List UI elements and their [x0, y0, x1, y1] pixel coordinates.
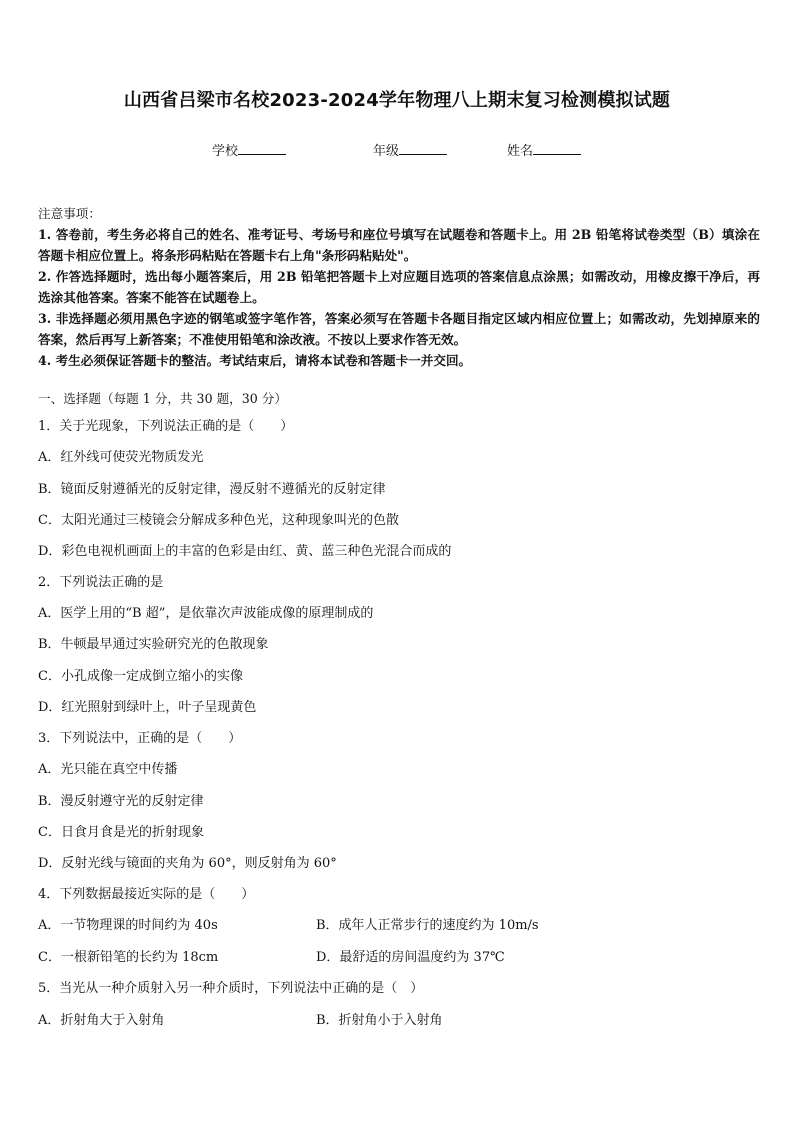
page-title: 山西省吕梁市名校2023-2024学年物理八上期末复习检测模拟试题 — [123, 90, 671, 111]
question-option: B．折射角小于入射角 — [316, 1013, 443, 1028]
question-option: A．医学上用的“B 超”，是依靠次声波能成像的原理制成的 — [38, 606, 374, 621]
question-stem: 5．当光从一种介质射入另一种介质时，下列说法中正确的是（ ） — [38, 981, 424, 996]
question-option: B．牛顿最早通过实验研究光的色散现象 — [38, 637, 269, 652]
question-option: C．太阳光通过三棱镜会分解成多种色光，这种现象叫光的色散 — [38, 513, 399, 528]
note-item: 3. 非选择题必须用黑色字迹的钢笔或签字笔作答，答案必须写在答题卡各题目指定区域内相应位置上；如需改动，先划掉原来的答案，然后再写上新答案；不准使用铅笔和涂改液。不按以上要求作答无效。 — [38, 311, 760, 347]
question-stem: 2．下列说法正确的是 — [38, 575, 164, 590]
question-stem: 1．关于光现象，下列说法正确的是（ ） — [38, 419, 294, 434]
grade-label: 年级 — [373, 144, 400, 159]
notes-heading: 注意事项： — [38, 206, 101, 221]
question-option: A．红外线可使荧光物质发光 — [38, 450, 204, 465]
note-item: 2. 作答选择题时，选出每小题答案后，用 2B 铅笔把答题卡上对应题目选项的答案信息点涂黑；如需改动，用橡皮擦干净后，再选涂其他答案。答案不能答在试题卷上。 — [38, 269, 760, 305]
question-option: D．最舒适的房间温度约为 37℃ — [316, 950, 505, 965]
question-option: B．镜面反射遵循光的反射定律，漫反射不遵循光的反射定律 — [38, 482, 386, 497]
question-option: D．彩色电视机画面上的丰富的色彩是由红、黄、蓝三种色光混合而成的 — [38, 544, 452, 559]
question-option: A．一节物理课的时间约为 40s — [38, 918, 218, 933]
question-stem: 4．下列数据最接近实际的是（ ） — [38, 887, 255, 902]
note-item: 4. 考生必须保证答题卡的整洁。考试结束后，请将本试卷和答题卡一并交回。 — [38, 353, 472, 368]
question-option: D．红光照射到绿叶上，叶子呈现黄色 — [38, 700, 257, 715]
question-option: C．一根新铅笔的长约为 18cm — [38, 950, 219, 965]
name-label: 姓名 — [507, 144, 534, 159]
question-option: A．光只能在真空中传播 — [38, 762, 178, 777]
school-label: 学校 — [212, 144, 239, 159]
exam-notes — [38, 203, 760, 371]
school-field — [212, 140, 286, 159]
question-option: D．反射光线与镜面的夹角为 60°，则反射角为 60° — [38, 856, 337, 871]
question-option: B．成年人正常步行的速度约为 10m/s — [316, 918, 539, 933]
section-heading: 一、选择题（每题 1 分，共 30 题，30 分） — [38, 391, 287, 406]
name-blank — [533, 142, 581, 155]
grade-field — [373, 140, 447, 159]
note-item: 1. 答卷前，考生务必将自己的姓名、准考证号、考场号和座位号填写在试题卷和答题卡上。用 2B 铅笔将试卷类型（B）填涂在答题卡相应位置上。将条形码粘贴在答题卡右上角"条形码粘贴处"。 — [38, 227, 760, 263]
question-option: C．日食月食是光的折射现象 — [38, 825, 204, 840]
question-option: B．漫反射遵守光的反射定律 — [38, 794, 204, 809]
name-field — [507, 140, 581, 159]
question-stem: 3．下列说法中，正确的是（ ） — [38, 731, 242, 746]
school-blank — [238, 142, 286, 155]
question-option: C．小孔成像一定成倒立缩小的实像 — [38, 669, 243, 684]
question-option: A．折射角大于入射角 — [38, 1013, 165, 1028]
grade-blank — [399, 142, 447, 155]
